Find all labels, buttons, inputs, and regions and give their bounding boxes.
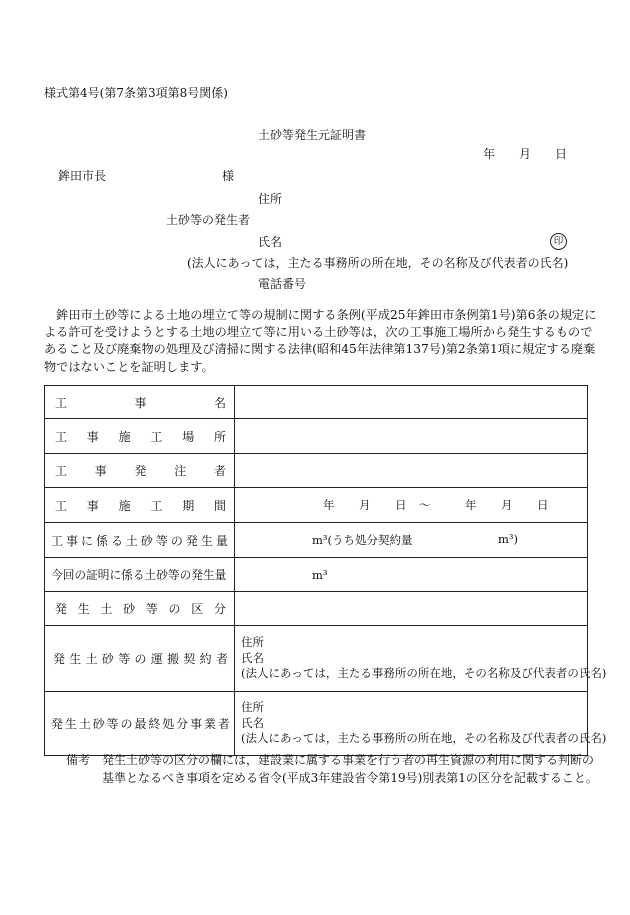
- certification-line: 物ではないことを証明します。: [44, 359, 214, 374]
- current-soil-volume-field[interactable]: [235, 558, 588, 592]
- transport-corporate-note: (法人にあっては，主たる事務所の所在地，その名称及び代表者の氏名): [241, 666, 607, 681]
- certificate-table: [44, 385, 607, 756]
- label-orderer: 工 事 発 注 者: [45, 454, 235, 488]
- table-row: [45, 558, 588, 592]
- certification-text: [44, 307, 597, 376]
- volume-unit: m³(うち処分契約量: [312, 533, 413, 547]
- disposal-name-label: 氏名: [241, 715, 264, 730]
- table-row: [45, 419, 588, 454]
- remarks-line: 基準となるべき事項を定める省令(平成3年建設省令第19号)別表第1の区分を記載すること。: [66, 770, 598, 785]
- certification-line: 鉾田市土砂等による土地の埋立て等の規制に関する条例(平成25年鉾田市条例第1号)第6条の規定に: [44, 308, 597, 322]
- period-tilde: ～: [419, 498, 431, 512]
- period-end-month: 月: [501, 498, 513, 512]
- volume-unit-end: m³): [498, 532, 519, 546]
- addressee: 鉾田市長: [58, 169, 107, 183]
- table-row: [45, 488, 588, 523]
- table-row: [45, 386, 588, 419]
- seal-icon: 印: [550, 233, 567, 250]
- addressee-suffix: 様: [222, 169, 235, 183]
- label-transport-contractor: 発 生 土 砂 等 の 運 搬 契 約 者: [45, 626, 235, 692]
- period-end-day: 日: [537, 498, 549, 512]
- period-start-year: 年: [323, 498, 335, 512]
- table-row: [45, 454, 588, 488]
- construction-period-field[interactable]: [235, 488, 588, 523]
- orderer-field[interactable]: [235, 454, 588, 488]
- document-title: 土砂等発生元証明書: [258, 128, 367, 142]
- period-start-month: 月: [359, 498, 371, 512]
- table-row: [45, 523, 588, 558]
- transport-name-label: 氏名: [241, 650, 264, 665]
- period-start-day: 日: [395, 498, 407, 512]
- period-end-year: 年: [465, 498, 477, 512]
- transport-contractor-field[interactable]: [235, 626, 607, 692]
- table-row: [45, 592, 588, 626]
- table-row: [45, 626, 588, 692]
- disposal-address-label: 住所: [241, 700, 264, 715]
- phone-label: 電話番号: [258, 277, 307, 291]
- certification-line: あること及び廃棄物の処理及び清掃に関する法律(昭和45年法律第137号)第2条第1項に規定する廃棄: [44, 342, 596, 357]
- table-row: [45, 692, 588, 756]
- corporate-note: (法人にあっては，主たる事務所の所在地，その名称及び代表者の氏名): [187, 256, 569, 270]
- label-soil-classification: 発 生 土 砂 等 の 区 分: [45, 592, 235, 626]
- date-month: 月: [519, 147, 532, 161]
- label-construction-soil-volume: 工 事 に 係 る 土 砂 等 の 発 生 量: [45, 523, 235, 558]
- generator-name-label: 氏名: [258, 235, 283, 249]
- construction-name-field[interactable]: [235, 386, 588, 419]
- construction-site-field[interactable]: [235, 419, 588, 454]
- label-construction-period: 工 事 施 工 期 間: [45, 488, 235, 523]
- current-volume-unit: m³: [312, 567, 328, 582]
- label-final-disposal-operator: 発 生 土 砂 等 の 最 終 処 分 事 業 者: [45, 692, 235, 756]
- remarks-line: 備考 発生土砂等の区分の欄には，建設業に属する事業を行う者の再生資源の利用に関する判断の: [66, 753, 595, 767]
- label-construction-site: 工 事 施 工 場 所: [45, 419, 235, 454]
- label-current-soil-volume: 今回の証明に係る土砂等の発生量: [45, 558, 235, 592]
- generator-address-label: 住所: [258, 192, 283, 206]
- certification-line: よる許可を受けようとする土地の埋立て等に用いる土砂等は，次の工事施工場所から発生するもので: [44, 325, 593, 340]
- form-number: 様式第4号(第7条第3項第8号関係): [44, 86, 228, 100]
- disposal-corporate-note: (法人にあっては，主たる事務所の所在地，その名称及び代表者の氏名): [241, 731, 607, 746]
- generator-label: 土砂等の発生者: [166, 213, 251, 227]
- label-construction-name: 工 事 名: [45, 386, 235, 419]
- soil-classification-field[interactable]: [235, 592, 588, 626]
- date-day: 日: [555, 147, 568, 161]
- date-year: 年: [483, 147, 496, 161]
- construction-soil-volume-field[interactable]: [235, 523, 588, 558]
- final-disposal-operator-field[interactable]: [235, 692, 607, 756]
- remarks: [66, 752, 598, 787]
- transport-address-label: 住所: [241, 635, 264, 650]
